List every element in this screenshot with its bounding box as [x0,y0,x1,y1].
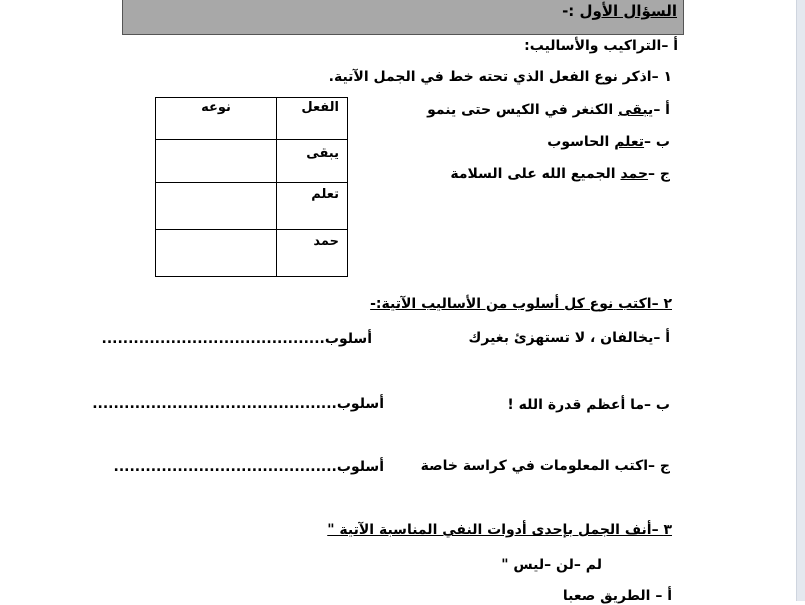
table-cell-type [156,183,277,230]
q1-item-b-prefix: ب – [644,134,670,150]
q1-item-b [547,133,670,151]
q1-item-c-verb: حمد [620,166,649,182]
q2-item-c-answer: أسلوب.......................................... [113,459,384,475]
q1-prompt: ١ –اذكر نوع الفعل الذي تحته خط في الجمل الآتية. [328,69,672,85]
q1-item-a-verb: يبقى [618,102,654,118]
q2-item-a-answer: أسلوب.......................................... [101,331,372,347]
q2-item-b-answer: أسلوب.............................................. [92,396,384,412]
q1-item-a-rest: الكنغر في الكيس حتى ينمو [427,102,619,118]
table-cell-verb: حمد [277,230,348,277]
question-header-box [122,0,684,35]
table-row [156,230,348,277]
q1-item-b-verb: تعلم [614,134,645,150]
table-cell-verb: يبقى [277,140,348,183]
header-title-suffix: :- [562,2,580,20]
q3-item-a: أ – الطريق صعبا [562,588,672,604]
q2-item-a-sentence: أ –يخالفان ، لا تستهزئ بغيرك [468,330,670,346]
q2-prompt: ٢ –اكتب نوع كل أسلوب من الأساليب الآتية:- [370,296,672,312]
q1-item-b-rest: الحاسوب [547,134,615,150]
verb-type-table [155,97,348,277]
table-cell-type [156,140,277,183]
q2-item-c-sentence: ج –اكتب المعلومات في كراسة خاصة [420,458,670,474]
window-right-edge [796,0,805,601]
table-header-row [156,98,348,140]
q1-item-c-rest: الجميع الله على السلامة [450,166,621,182]
table-cell-type [156,230,277,277]
table-cell-verb: تعلم [277,183,348,230]
q3-tools: لم –لن –ليس " [501,557,602,573]
q1-item-c [450,165,670,183]
table-header-type: نوعه [156,98,277,140]
q2-item-b-sentence: ب –ما أعظم قدرة الله ! [507,397,670,413]
question-header-title [562,2,677,20]
section-a-label: أ –التراكيب والأساليب: [524,38,678,54]
q1-item-a [427,101,670,119]
table-row [156,183,348,230]
q1-item-a-prefix: أ – [653,102,670,118]
table-row [156,140,348,183]
q3-prompt: ٣ –أنف الجمل بإحدى أدوات النفي المناسبة الآتية " [327,522,672,538]
q1-item-c-prefix: ج – [648,166,670,182]
header-title-text: السؤال الأول [579,2,677,20]
table-header-verb: الفعل [277,98,348,140]
